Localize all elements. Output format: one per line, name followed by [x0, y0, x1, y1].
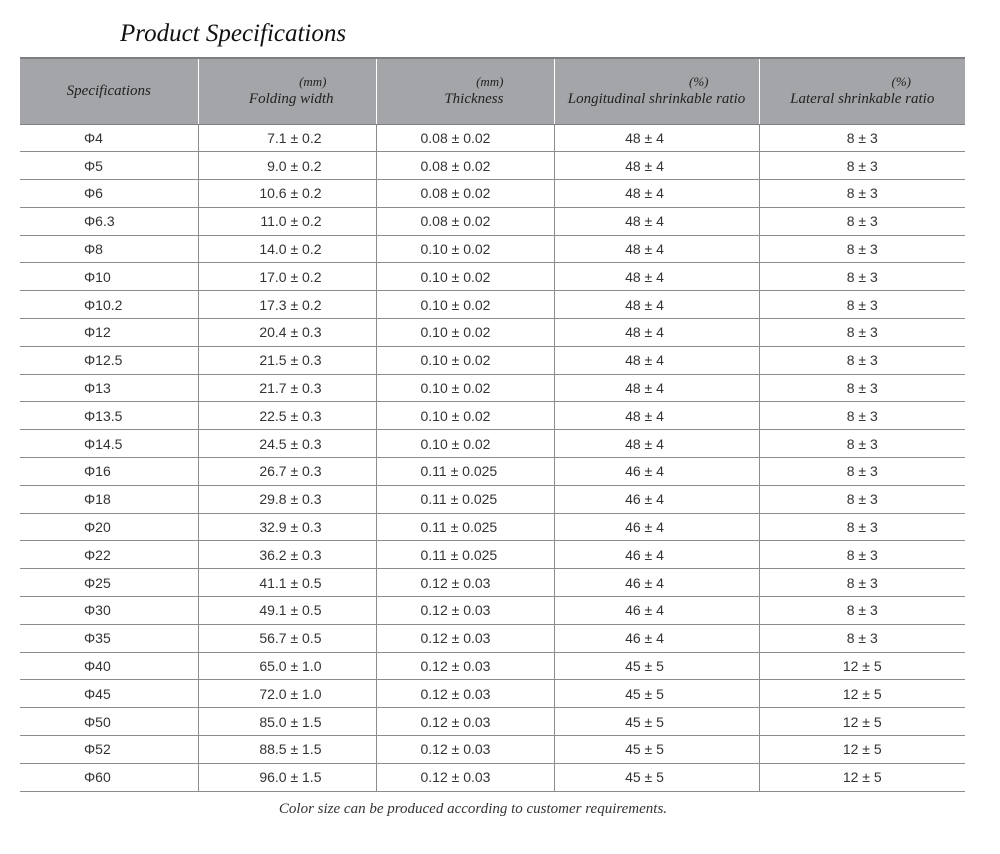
- longitudinal-ratio-cell: 46 ± 4: [554, 597, 759, 625]
- spec-cell: Φ12: [20, 319, 198, 347]
- lateral-ratio-cell: 8 ± 3: [759, 319, 965, 347]
- table-row: [20, 291, 965, 319]
- table-row: [20, 541, 965, 569]
- spec-cell: Φ35: [20, 624, 198, 652]
- column-unit: (%): [689, 74, 709, 90]
- longitudinal-ratio-cell: 45 ± 5: [554, 736, 759, 764]
- lateral-ratio-cell: 12 ± 5: [759, 680, 965, 708]
- thickness-cell: 0.08 ± 0.02: [376, 152, 554, 180]
- footnote: Color size can be produced according to customer requirements.: [278, 801, 668, 817]
- longitudinal-ratio-cell: 46 ± 4: [554, 458, 759, 486]
- spec-cell: Φ40: [20, 652, 198, 680]
- table-row: [20, 736, 965, 764]
- thickness-cell: 0.08 ± 0.02: [376, 180, 554, 208]
- spec-cell: Φ22: [20, 541, 198, 569]
- folding-width-cell: 24.5 ± 0.3: [198, 430, 376, 458]
- folding-width-cell: 11.0 ± 0.2: [198, 207, 376, 235]
- page-title: Product Specifications: [120, 20, 347, 47]
- folding-width-cell: 36.2 ± 0.3: [198, 541, 376, 569]
- lateral-ratio-cell: 8 ± 3: [759, 430, 965, 458]
- longitudinal-ratio-cell: 48 ± 4: [554, 374, 759, 402]
- lateral-ratio-cell: 8 ± 3: [759, 124, 965, 152]
- lateral-ratio-cell: 8 ± 3: [759, 235, 965, 263]
- table-row: [20, 152, 965, 180]
- thickness-cell: 0.12 ± 0.03: [376, 569, 554, 597]
- header-row: [20, 58, 965, 124]
- thickness-cell: 0.11 ± 0.025: [376, 541, 554, 569]
- lateral-ratio-cell: 8 ± 3: [759, 152, 965, 180]
- spec-cell: Φ13.5: [20, 402, 198, 430]
- thickness-cell: 0.10 ± 0.02: [376, 402, 554, 430]
- folding-width-cell: 88.5 ± 1.5: [198, 736, 376, 764]
- spec-cell: Φ16: [20, 458, 198, 486]
- thickness-cell: 0.12 ± 0.03: [376, 680, 554, 708]
- table-row: [20, 485, 965, 513]
- table-row: [20, 597, 965, 625]
- folding-width-cell: 17.0 ± 0.2: [198, 263, 376, 291]
- spec-cell: Φ45: [20, 680, 198, 708]
- spec-cell: Φ50: [20, 708, 198, 736]
- lateral-ratio-cell: 12 ± 5: [759, 652, 965, 680]
- folding-width-cell: 9.0 ± 0.2: [198, 152, 376, 180]
- folding-width-cell: 49.1 ± 0.5: [198, 597, 376, 625]
- folding-width-cell: 65.0 ± 1.0: [198, 652, 376, 680]
- table-row: [20, 124, 965, 152]
- column-label: Folding width: [248, 91, 334, 108]
- table-row: [20, 374, 965, 402]
- longitudinal-ratio-cell: 45 ± 5: [554, 652, 759, 680]
- lateral-ratio-cell: 12 ± 5: [759, 736, 965, 764]
- column-header-specifications: [20, 58, 198, 124]
- column-unit: (mm): [299, 74, 327, 90]
- thickness-cell: 0.12 ± 0.03: [376, 763, 554, 791]
- table-row: [20, 207, 965, 235]
- longitudinal-ratio-cell: 46 ± 4: [554, 485, 759, 513]
- thickness-cell: 0.10 ± 0.02: [376, 263, 554, 291]
- spec-cell: Φ25: [20, 569, 198, 597]
- spec-cell: Φ18: [20, 485, 198, 513]
- longitudinal-ratio-cell: 48 ± 4: [554, 180, 759, 208]
- folding-width-cell: 14.0 ± 0.2: [198, 235, 376, 263]
- thickness-cell: 0.10 ± 0.02: [376, 346, 554, 374]
- column-unit: (%): [891, 74, 911, 90]
- folding-width-cell: 85.0 ± 1.5: [198, 708, 376, 736]
- table-row: [20, 708, 965, 736]
- thickness-cell: 0.11 ± 0.025: [376, 458, 554, 486]
- lateral-ratio-cell: 8 ± 3: [759, 624, 965, 652]
- folding-width-cell: 7.1 ± 0.2: [198, 124, 376, 152]
- spec-cell: Φ13: [20, 374, 198, 402]
- spec-cell: Φ60: [20, 763, 198, 791]
- longitudinal-ratio-cell: 48 ± 4: [554, 152, 759, 180]
- table-row: [20, 763, 965, 791]
- table-row: [20, 652, 965, 680]
- spec-cell: Φ5: [20, 152, 198, 180]
- table-row: [20, 680, 965, 708]
- spec-cell: Φ4: [20, 124, 198, 152]
- spec-cell: Φ30: [20, 597, 198, 625]
- spec-cell: Φ6: [20, 180, 198, 208]
- longitudinal-ratio-cell: 45 ± 5: [554, 680, 759, 708]
- longitudinal-ratio-cell: 48 ± 4: [554, 346, 759, 374]
- table-row: [20, 458, 965, 486]
- column-header-thickness: [376, 58, 554, 124]
- column-label: Thickness: [444, 91, 504, 108]
- table-row: [20, 180, 965, 208]
- table-row: [20, 430, 965, 458]
- longitudinal-ratio-cell: 46 ± 4: [554, 624, 759, 652]
- folding-width-cell: 41.1 ± 0.5: [198, 569, 376, 597]
- folding-width-cell: 10.6 ± 0.2: [198, 180, 376, 208]
- longitudinal-ratio-cell: 48 ± 4: [554, 402, 759, 430]
- thickness-cell: 0.10 ± 0.02: [376, 374, 554, 402]
- thickness-cell: 0.10 ± 0.02: [376, 319, 554, 347]
- table-row: [20, 402, 965, 430]
- folding-width-cell: 22.5 ± 0.3: [198, 402, 376, 430]
- folding-width-cell: 29.8 ± 0.3: [198, 485, 376, 513]
- table-row: [20, 263, 965, 291]
- thickness-cell: 0.11 ± 0.025: [376, 513, 554, 541]
- folding-width-cell: 56.7 ± 0.5: [198, 624, 376, 652]
- table-row: [20, 346, 965, 374]
- column-header-longitudinal-ratio: [554, 58, 759, 124]
- table-row: [20, 624, 965, 652]
- lateral-ratio-cell: 8 ± 3: [759, 263, 965, 291]
- folding-width-cell: 26.7 ± 0.3: [198, 458, 376, 486]
- longitudinal-ratio-cell: 48 ± 4: [554, 235, 759, 263]
- longitudinal-ratio-cell: 45 ± 5: [554, 763, 759, 791]
- longitudinal-ratio-cell: 46 ± 4: [554, 513, 759, 541]
- column-header-folding-width: [198, 58, 376, 124]
- lateral-ratio-cell: 8 ± 3: [759, 180, 965, 208]
- spec-cell: Φ20: [20, 513, 198, 541]
- column-label: Lateral shrinkable ratio: [790, 91, 935, 108]
- thickness-cell: 0.12 ± 0.03: [376, 708, 554, 736]
- spec-cell: Φ10.2: [20, 291, 198, 319]
- spec-cell: Φ8: [20, 235, 198, 263]
- specifications-table: [20, 57, 965, 792]
- lateral-ratio-cell: 8 ± 3: [759, 541, 965, 569]
- longitudinal-ratio-cell: 48 ± 4: [554, 263, 759, 291]
- folding-width-cell: 72.0 ± 1.0: [198, 680, 376, 708]
- thickness-cell: 0.12 ± 0.03: [376, 652, 554, 680]
- lateral-ratio-cell: 8 ± 3: [759, 346, 965, 374]
- table-row: [20, 319, 965, 347]
- thickness-cell: 0.08 ± 0.02: [376, 207, 554, 235]
- lateral-ratio-cell: 12 ± 5: [759, 763, 965, 791]
- folding-width-cell: 96.0 ± 1.5: [198, 763, 376, 791]
- spec-cell: Φ52: [20, 736, 198, 764]
- thickness-cell: 0.12 ± 0.03: [376, 736, 554, 764]
- longitudinal-ratio-cell: 48 ± 4: [554, 319, 759, 347]
- lateral-ratio-cell: 8 ± 3: [759, 374, 965, 402]
- thickness-cell: 0.10 ± 0.02: [376, 235, 554, 263]
- lateral-ratio-cell: 12 ± 5: [759, 708, 965, 736]
- longitudinal-ratio-cell: 48 ± 4: [554, 430, 759, 458]
- spec-cell: Φ14.5: [20, 430, 198, 458]
- folding-width-cell: 17.3 ± 0.2: [198, 291, 376, 319]
- table-row: [20, 513, 965, 541]
- lateral-ratio-cell: 8 ± 3: [759, 458, 965, 486]
- table-row: [20, 569, 965, 597]
- table-header: [20, 58, 965, 124]
- column-header-lateral-ratio: [759, 58, 965, 124]
- thickness-cell: 0.12 ± 0.03: [376, 597, 554, 625]
- folding-width-cell: 32.9 ± 0.3: [198, 513, 376, 541]
- thickness-cell: 0.08 ± 0.02: [376, 124, 554, 152]
- longitudinal-ratio-cell: 45 ± 5: [554, 708, 759, 736]
- longitudinal-ratio-cell: 48 ± 4: [554, 207, 759, 235]
- spec-cell: Φ10: [20, 263, 198, 291]
- lateral-ratio-cell: 8 ± 3: [759, 485, 965, 513]
- lateral-ratio-cell: 8 ± 3: [759, 402, 965, 430]
- longitudinal-ratio-cell: 48 ± 4: [554, 124, 759, 152]
- spec-cell: Φ6.3: [20, 207, 198, 235]
- column-unit: (mm): [476, 74, 504, 90]
- column-label: Specifications: [66, 83, 151, 100]
- thickness-cell: 0.12 ± 0.03: [376, 624, 554, 652]
- table-body: [20, 124, 965, 791]
- thickness-cell: 0.11 ± 0.025: [376, 485, 554, 513]
- thickness-cell: 0.10 ± 0.02: [376, 430, 554, 458]
- folding-width-cell: 20.4 ± 0.3: [198, 319, 376, 347]
- lateral-ratio-cell: 8 ± 3: [759, 513, 965, 541]
- lateral-ratio-cell: 8 ± 3: [759, 207, 965, 235]
- longitudinal-ratio-cell: 46 ± 4: [554, 569, 759, 597]
- table-row: [20, 235, 965, 263]
- spec-cell: Φ12.5: [20, 346, 198, 374]
- lateral-ratio-cell: 8 ± 3: [759, 597, 965, 625]
- folding-width-cell: 21.7 ± 0.3: [198, 374, 376, 402]
- longitudinal-ratio-cell: 46 ± 4: [554, 541, 759, 569]
- lateral-ratio-cell: 8 ± 3: [759, 291, 965, 319]
- thickness-cell: 0.10 ± 0.02: [376, 291, 554, 319]
- folding-width-cell: 21.5 ± 0.3: [198, 346, 376, 374]
- lateral-ratio-cell: 8 ± 3: [759, 569, 965, 597]
- longitudinal-ratio-cell: 48 ± 4: [554, 291, 759, 319]
- column-label: Longitudinal shrinkable ratio: [567, 91, 746, 108]
